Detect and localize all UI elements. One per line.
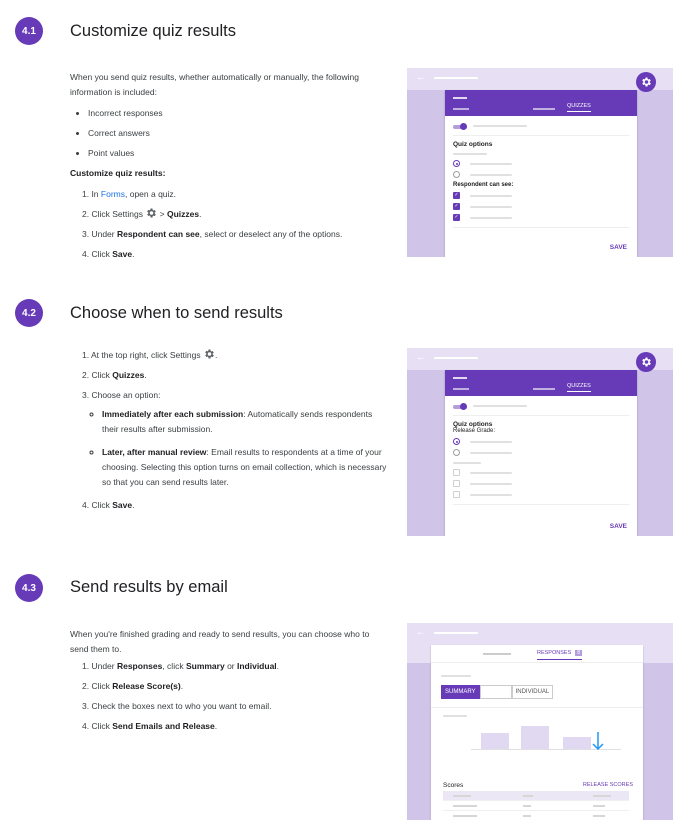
respondent-can-see-label: Respondent can see:	[453, 182, 514, 188]
save-button: SAVE	[609, 523, 627, 530]
tab-quizzes: QUIZZES	[567, 383, 591, 392]
step-4: 4. Click Send Emails and Release.	[82, 721, 218, 731]
release-grade-illustration	[407, 348, 673, 536]
tab-responses: RESPONSES 8	[537, 650, 582, 660]
step-3: 3. Under Respondent can see, select or deselect any of the options.	[82, 229, 343, 239]
gear-icon	[636, 352, 656, 372]
steps-list	[70, 659, 390, 734]
section-badge-4-3: 4.3	[15, 574, 43, 602]
step-2: 2. Click Settings > Quizzes.	[82, 209, 202, 219]
list-item: • Correct answers	[88, 126, 390, 141]
save-button: SAVE	[609, 244, 627, 251]
quiz-toggle	[453, 123, 467, 130]
section-title-4-2: Choose when to send results	[70, 304, 283, 322]
step-4: 4. Click Save.	[82, 249, 135, 259]
quiz-settings-illustration: ← QUIZZES Quiz options Respondent can see: ✓ ✓ ✓ SAVE	[407, 68, 673, 257]
section-badge-4-2: 4.2	[15, 299, 43, 327]
option-later: ◦ Later, after manual review: Email results to respondents at a time of your choosing. Selecting this option turns on email collection, which is necessary so that you can send results later.	[102, 445, 390, 490]
included-info-list	[70, 106, 390, 161]
section-title-4-3: Send results by email	[70, 578, 228, 596]
section-body-4-3	[70, 627, 390, 739]
step-2: 2. Click Release Score(s).	[82, 681, 184, 691]
steps-list	[70, 348, 390, 513]
section-body-4-2	[70, 348, 390, 518]
scores-table	[443, 791, 629, 820]
list-item: • Incorrect responses	[88, 106, 390, 121]
section-badge-4-1: 4.1	[15, 17, 43, 45]
step-3: 3. Choose an option: ◦ Immediately after each submission: Automatically sends respondents their results after submission. ◦ Later, after manual review: Email results to respondents at a time of your choosing. Selecting this option turns on email collection, which is necessary so that you can send results later.	[82, 388, 390, 490]
responses-card	[431, 645, 643, 820]
step-3: 3. Check the boxes next to who you want to email.	[82, 701, 272, 711]
intro-text: When you send quiz results, whether automatically or manually, the following information is included:	[70, 72, 359, 97]
quiz-options-label: Quiz options	[453, 141, 493, 148]
responses-illustration	[407, 623, 673, 820]
tab-quizzes: QUIZZES	[567, 103, 591, 112]
response-count-badge: 8	[577, 650, 581, 656]
step-2: 2. Click Quizzes.	[82, 370, 147, 380]
step-1: 1. At the top right, click Settings .	[82, 350, 218, 360]
quiz-options-label: Quiz options	[453, 421, 493, 428]
gear-icon	[145, 207, 157, 219]
back-arrow-icon: ←	[416, 72, 426, 83]
steps-heading: Customize quiz results:	[70, 168, 166, 178]
summary-tab: SUMMARY	[441, 685, 480, 699]
intro-text: When you're finished grading and ready to send results, you can choose who to send them to.	[70, 629, 370, 654]
gear-icon	[636, 72, 656, 92]
option-list	[82, 407, 390, 490]
forms-link[interactable]: Forms	[100, 189, 125, 199]
back-arrow-icon: ←	[416, 627, 426, 638]
list-item: • Point values	[88, 146, 390, 161]
step-4: 4. Click Save.	[82, 500, 135, 510]
scores-label: Scores	[443, 782, 464, 789]
view-toggle	[441, 685, 553, 699]
back-arrow-icon: ←	[416, 352, 426, 363]
section-title-4-1: Customize quiz results	[70, 22, 236, 40]
individual-tab: INDIVIDUAL	[512, 685, 554, 699]
step-1: 1. In Forms, open a quiz.	[82, 189, 177, 199]
gear-icon	[203, 348, 215, 360]
step-1: 1. Under Responses, click Summary or Individual.	[82, 661, 280, 671]
option-immediately: ◦ Immediately after each submission: Automatically sends respondents their results after submission.	[102, 407, 390, 437]
steps-list	[70, 187, 390, 262]
quiz-toggle	[453, 403, 467, 410]
release-grade-label: Release Grade:	[453, 428, 496, 434]
release-scores-button: RELEASE SCORES	[582, 782, 633, 788]
down-arrow-icon	[592, 731, 604, 751]
section-body-4-1	[70, 70, 390, 267]
